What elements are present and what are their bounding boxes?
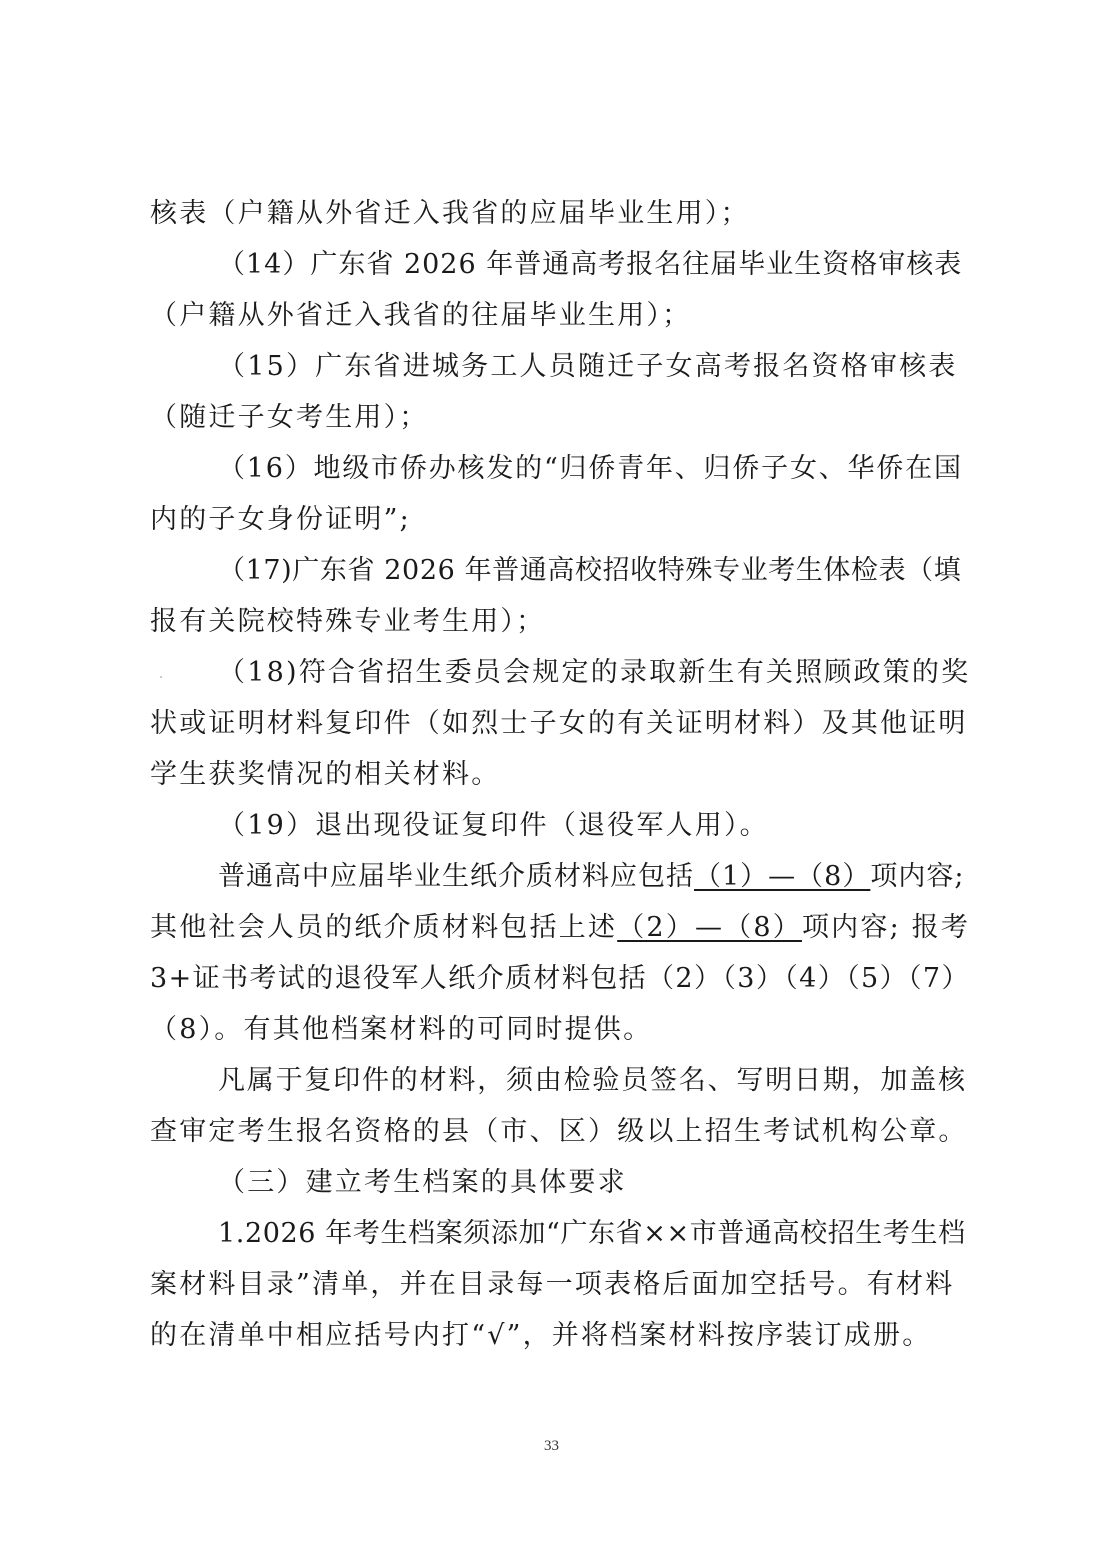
- list-item-16: （16）地级市侨办核发的“归侨青年、归侨子女、华侨在国: [218, 453, 963, 484]
- paragraph-materials-line: （8）。有其他档案材料的可同时提供。: [150, 1014, 653, 1045]
- underlined-range: （1）—（8）: [694, 861, 871, 892]
- document-body: [150, 188, 970, 1361]
- text-line: 学生获奖情况的相关材料。: [150, 759, 501, 790]
- text-line: 核表（户籍从外省迁入我省的应届毕业生用）；: [150, 198, 750, 229]
- text-line: （户籍从外省迁入我省的往届毕业生用）；: [150, 300, 692, 331]
- list-item-17: （17)广东省 2026 年普通高校招收特殊专业考生体检表（填: [218, 555, 962, 586]
- underlined-range: （2）—（8）: [617, 912, 802, 943]
- paragraph-requirements-line: 案材料目录”清单，并在目录每一项表格后面加空括号。有材料: [150, 1269, 955, 1300]
- paragraph-materials-line: 3+证书考试的退役军人纸介质材料包括（2）（3）（4）（5）（7）: [150, 963, 970, 994]
- list-item-19: （19）退出现役证复印件（退役军人用）。: [218, 810, 769, 841]
- text-span: 项内容; 报考: [801, 912, 971, 943]
- list-item-14: （14）广东省 2026 年普通高考报名往届毕业生资格审核表: [218, 249, 963, 280]
- text-span: 其他社会人员的纸介质材料包括上述: [150, 912, 618, 943]
- list-item-18: （18)符合省招生委员会规定的录取新生有关照顾政策的奖: [218, 657, 971, 688]
- page-number: 33: [544, 1438, 559, 1454]
- paragraph-copies-line: 凡属于复印件的材料，须由检验员签名、写明日期，加盖核: [218, 1065, 967, 1096]
- text-line: 状或证明材料复印件（如烈士子女的有关证明材料）及其他证明: [150, 708, 968, 739]
- paragraph-materials-line: [150, 851, 970, 902]
- paragraph-requirements-line: 1.2026 年考生档案须添加“广东省××市普通高校招生考生档: [218, 1218, 966, 1249]
- text-line: 报有关院校特殊专业考生用）；: [150, 606, 546, 637]
- text-span: 项内容;: [870, 861, 965, 892]
- scan-speck: [160, 676, 162, 678]
- paragraph-requirements-line: 的在清单中相应括号内打“√”，并将档案材料按序装订成册。: [150, 1320, 932, 1351]
- paragraph-materials-line: [150, 902, 970, 953]
- list-item-15: （15）广东省进城务工人员随迁子女高考报名资格审核表: [218, 351, 958, 382]
- text-line: （随迁子女考生用）；: [150, 402, 429, 433]
- section-heading: （三）建立考生档案的具体要求: [218, 1167, 627, 1198]
- paragraph-copies-line: 查审定考生报名资格的县（市、区）级以上招生考试机构公章。: [150, 1116, 968, 1147]
- text-span: 普通高中应届毕业生纸介质材料应包括: [218, 861, 694, 892]
- text-line: 内的子女身份证明”;: [150, 504, 411, 535]
